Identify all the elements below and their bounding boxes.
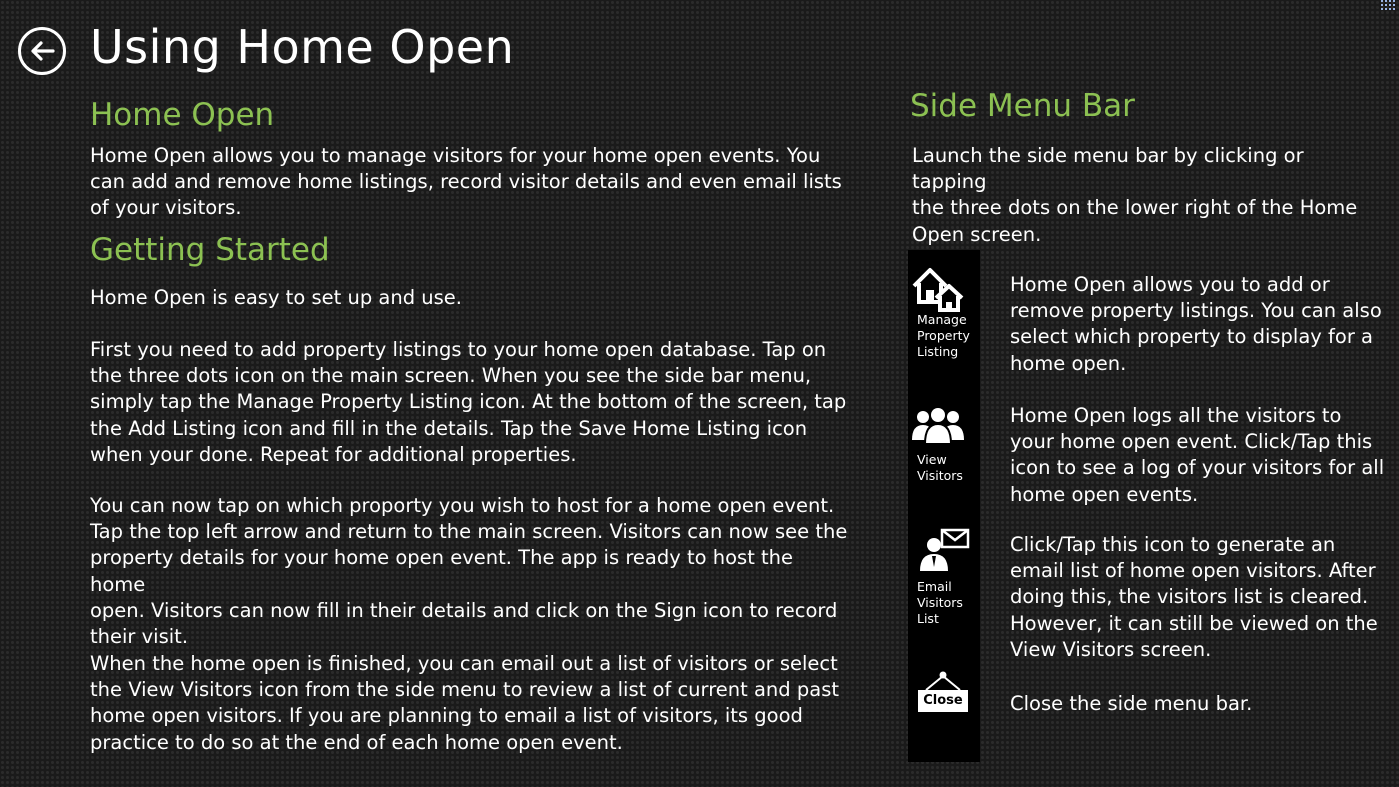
side-menu-bar-heading: Side Menu Bar — [910, 88, 1135, 124]
side-menu-bar — [908, 250, 980, 762]
close-label: Close — [918, 690, 968, 712]
email-visitors-list-button[interactable] — [908, 527, 980, 627]
getting-started-p1: Home Open is easy to set up and use. — [90, 286, 462, 309]
getting-started-p2: First you need to add property listings to your home open database. Tap on the three dots icon on the main screen. When you see the side bar menu, simply tap the Manage Property Listing icon. At the bottom of the screen, tap the Add Listing icon and fill in the details. Tap the Save Home Listing icon when your done. Repeat for additional properties. — [90, 338, 847, 466]
getting-started-p4: When the home open is finished, you can email out a list of visitors or select the View Visitors icon from the side menu to review a list of current and past home open visitors. If you are planning to email a list of visitors, its good practice to do so at the end of each home open event. — [90, 652, 839, 754]
back-arrow-icon — [29, 40, 55, 62]
side-menu-bar-description: Launch the side menu bar by clicking or tapping the three dots on the lower right of the Home Open screen. — [912, 144, 1358, 246]
manage-property-listing-button[interactable] — [908, 264, 980, 360]
close-menu-description: Close the side menu bar. — [1010, 692, 1253, 715]
manage-property-description: Home Open allows you to add or remove property listings. You can also select which property to display for a home open. — [1010, 273, 1382, 375]
menu-dots-icon[interactable] — [1381, 0, 1397, 12]
manage-property-listing-label: Manage Property Listing — [917, 312, 970, 359]
home-open-description: Home Open allows you to manage visitors for your home open events. You can add and remove home listings, record visitor details and even email lists of your visitors. — [90, 144, 842, 220]
close-menu-button[interactable] — [908, 670, 980, 712]
view-visitors-button[interactable] — [908, 408, 980, 484]
view-visitors-description: Home Open logs all the visitors to your home open event. Click/Tap this icon to see a log of your visitors for all home open events. — [1010, 404, 1385, 506]
house-icon — [910, 264, 964, 312]
email-visitors-list-label: Email Visitors List — [917, 579, 963, 626]
getting-started-heading: Getting Started — [90, 232, 330, 268]
email-visitors-description: Click/Tap this icon to generate an email list of home open visitors. After doing this, the visitors list is cleared. However, it can still be viewed on the View Visitors screen. — [1010, 533, 1378, 661]
getting-started-p3: You can now tap on which proporty you wish to host for a home open event. Tap the top left arrow and return to the main screen. Visitors can now see the property details for your home open event. The app is ready to host the home open. Visitors can now fill in their details and click on the Sign icon to record their visit. — [90, 494, 848, 649]
people-icon — [911, 408, 965, 446]
page-title: Using Home Open — [90, 20, 515, 74]
close-sign-icon — [908, 670, 980, 690]
home-open-heading: Home Open — [90, 97, 275, 133]
view-visitors-label: View Visitors — [917, 452, 963, 483]
email-person-icon — [910, 527, 972, 573]
back-button[interactable] — [18, 27, 66, 75]
